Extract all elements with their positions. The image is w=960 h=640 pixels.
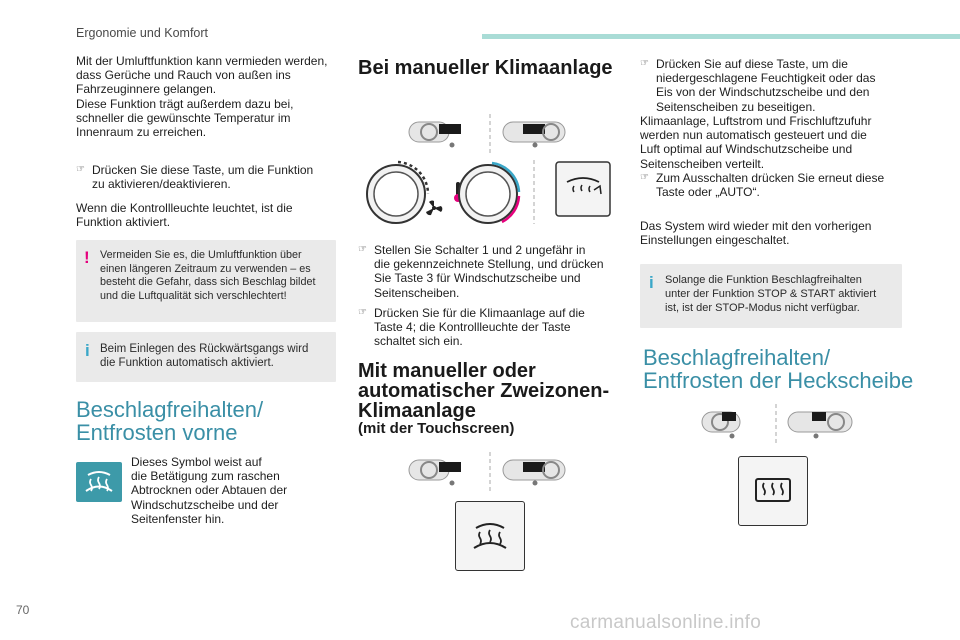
climate-control-panel xyxy=(362,156,614,228)
steering-wheel-icon xyxy=(702,412,740,439)
info-box: i Beim Einlegen des Rückwärtsgangs wird die Funktion automatisch aktiviert. xyxy=(76,332,336,382)
heading-dual-zone-ac: Mit manueller oder automatischer Zweizonen- Klimaanlage xyxy=(358,360,610,422)
led-paragraph: Wenn die Kontrollleuchte leuchtet, ist die Funktion aktiviert. xyxy=(76,201,293,230)
exclamation-icon: ! xyxy=(84,248,90,267)
watermark: carmanualsonline.info xyxy=(570,612,762,633)
steering-wheel-icon xyxy=(503,460,565,486)
automatic-control-paragraph: Klimaanlage, Luftstrom und Frischluftzufuhr werden nun automatisch gesteuert und die Luft optimal auf Windschutzscheibe und Seitenscheiben verteilt. xyxy=(640,114,872,171)
restore-paragraph: Das System wird wieder mit den vorherigen Einstellungen eingeschaltet. xyxy=(640,219,872,248)
page-number: 70 xyxy=(16,603,30,617)
header-accent-bar xyxy=(482,34,960,39)
steering-wheel-icon xyxy=(788,412,852,439)
windscreen-defrost-icon xyxy=(456,502,524,570)
steering-wheel-pair-illustration xyxy=(405,112,575,156)
subheading-touchscreen: (mit der Touchscreen) xyxy=(358,420,515,437)
heading-manual-ac: Bei manueller Klimaanlage xyxy=(358,57,613,79)
instruction-bullet: ☞ Drücken Sie diese Taste, um die Funktion zu aktivieren/deaktivieren. xyxy=(76,163,314,192)
running-header: Ergonomie und Komfort xyxy=(76,26,209,40)
touchscreen-step-2: ☞ Zum Ausschalten drücken Sie erneut diese Taste oder „AUTO“. xyxy=(640,171,885,200)
front-defrost-button-illustration xyxy=(455,501,525,571)
symbol-description: Dieses Symbol weist auf die Betätigung zum raschen Abtrocknen oder Abtauen der Windschutzscheibe und der Seitenfenster hin. xyxy=(131,455,288,526)
rotary-dial-icon xyxy=(459,163,519,223)
steering-wheel-pair-illustration xyxy=(405,450,575,494)
steering-wheel-icon xyxy=(409,122,461,148)
pointing-arrow-icon: ☞ xyxy=(358,244,367,255)
rotary-dial-icon xyxy=(367,162,428,223)
windscreen-defrost-icon xyxy=(76,462,122,502)
steering-wheel-icon xyxy=(409,460,461,486)
steering-wheel-icon xyxy=(503,122,565,148)
fan-icon xyxy=(426,201,442,216)
intro-paragraph: Mit der Umluftfunktion kann vermieden werden, dass Gerüche und Rauch von außen ins Fahrzeuginnere gelangen. Diese Funktion trägt außerdem dazu bei, schneller die gewünschte Temperatur im Innenraum zu erreichen. xyxy=(76,54,328,140)
stop-start-info-box: i Solange die Funktion Beschlagfreihalten unter der Funktion STOP & START aktiviert ist, ist der STOP-Modus nicht verfügbar. xyxy=(640,264,902,328)
pointing-arrow-icon: ☞ xyxy=(358,307,367,318)
info-i-icon: i xyxy=(85,341,90,360)
info-i-icon: i xyxy=(649,273,654,292)
manual-step-2: ☞ Drücken Sie für die Klimaanlage auf die Taste 4; die Kontrollleuchte der Taste schaltet sich ein. xyxy=(358,306,585,349)
steering-wheel-pair-illustration xyxy=(700,404,860,446)
warning-box: ! Vermeiden Sie es, die Umluftfunktion über einen längeren Zeitraum zu verwenden – es besteht die Gefahr, dass sich Beschlag bildet und die Luftqualität sich verschlechtert! xyxy=(76,240,336,322)
windscreen-defrost-icon xyxy=(556,162,610,216)
pointing-arrow-icon: ☞ xyxy=(640,172,649,183)
pointing-arrow-icon: ☞ xyxy=(76,164,85,175)
pointing-arrow-icon: ☞ xyxy=(640,58,649,69)
manual-step-1: ☞ Stellen Sie Schalter 1 und 2 ungefähr in die gekennzeichnete Stellung, und drücken Sie Taste 3 für Windschutzscheibe und Seitenscheiben. xyxy=(358,243,604,300)
rear-window-defrost-icon xyxy=(739,457,807,525)
section-heading-front-defrost: Beschlagfreihalten/ Entfrosten vorne xyxy=(76,397,264,445)
rear-defrost-button-illustration xyxy=(738,456,808,526)
section-heading-rear-defrost: Beschlagfreihalten/ Entfrosten der Heckscheibe xyxy=(643,345,914,393)
touchscreen-step-1: ☞ Drücken Sie auf diese Taste, um die niedergeschlagene Feuchtigkeit oder das Eis von der Windschutzscheibe und den Seitenscheiben zu beseitigen. xyxy=(640,57,876,114)
